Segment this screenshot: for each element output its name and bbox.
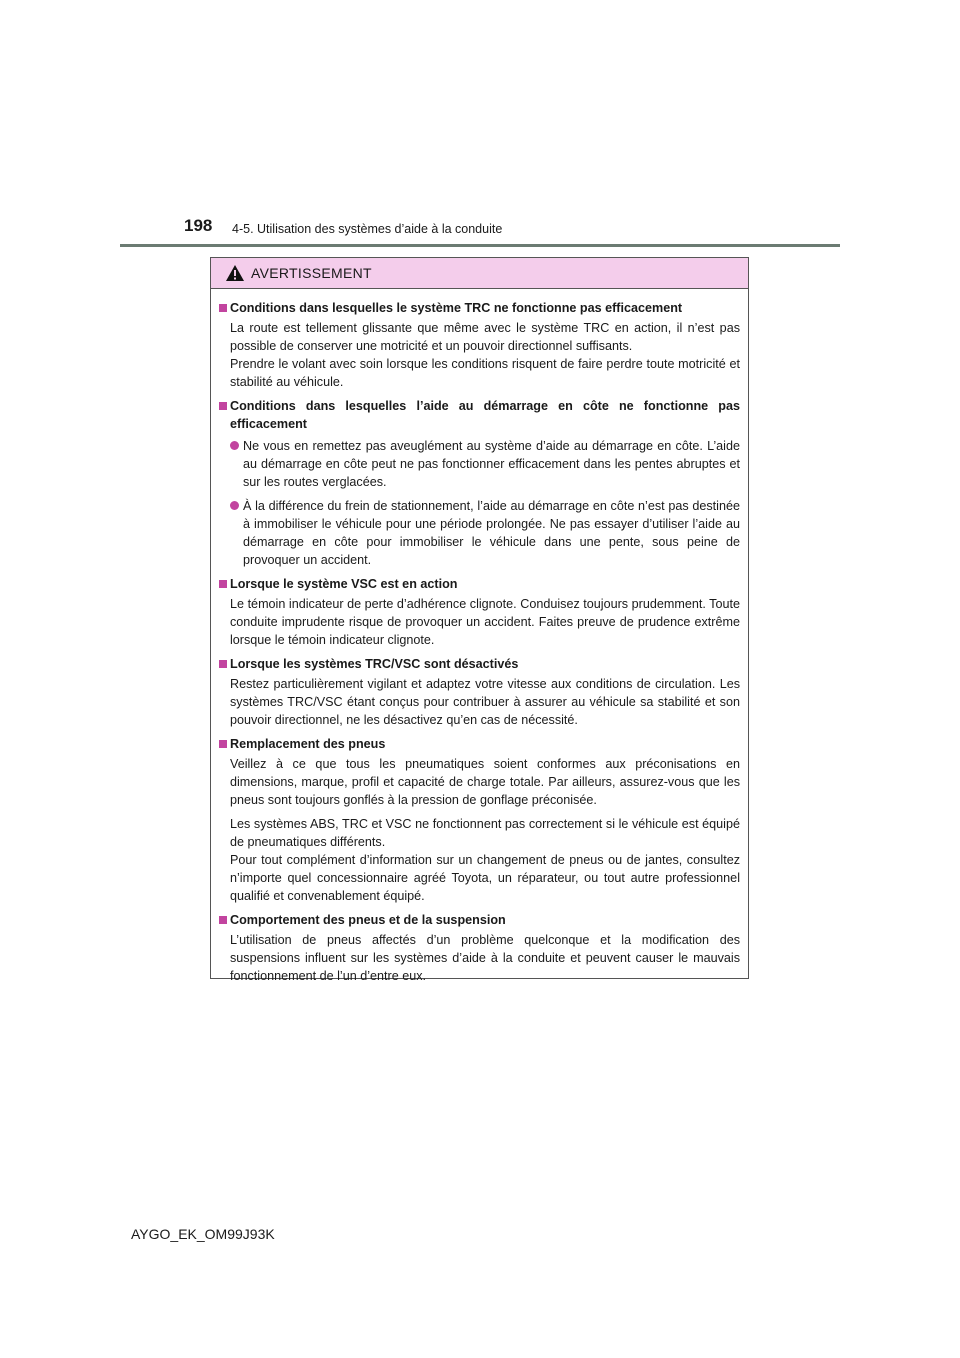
warning-item bbox=[219, 911, 740, 985]
square-bullet-icon bbox=[219, 304, 227, 312]
item-heading-text: Lorsque les systèmes TRC/VSC sont désactivés bbox=[230, 657, 519, 671]
square-bullet-icon bbox=[219, 660, 227, 668]
warning-triangle-icon bbox=[225, 264, 245, 282]
paragraph: Pour tout complément d’information sur un changement de pneus ou de jantes, consultez n’importe quel concessionnaire agréé Toyota, un réparateur, ou tout autre professionnel qualifié et convenablement équipé. bbox=[230, 853, 740, 903]
item-heading bbox=[219, 299, 740, 317]
section-title: 4-5. Utilisation des systèmes d’aide à la conduite bbox=[232, 222, 503, 236]
item-heading-text: Lorsque le système VSC est en action bbox=[230, 577, 458, 591]
sub-item-text: Ne vous en remettez pas aveuglément au système d’aide au démarrage en côte. L’aide au démarrage en côte peut ne pas fonctionner efficacement dans les pentes abruptes et sur les routes verglacées. bbox=[243, 439, 740, 489]
item-heading bbox=[219, 911, 740, 929]
page-number: 198 bbox=[184, 216, 213, 235]
warning-header bbox=[211, 258, 748, 289]
header-rule bbox=[120, 244, 840, 247]
paragraph: Restez particulièrement vigilant et adaptez votre vitesse aux conditions de circulation. Les systèmes TRC/VSC étant conçus pour contribuer à assurer au véhicule sa stabilité et son pouvoir directionnel, ne les désactivez qu’en cas de nécessité. bbox=[230, 677, 740, 727]
warning-item bbox=[219, 575, 740, 649]
warning-box bbox=[210, 257, 749, 983]
square-bullet-icon bbox=[219, 740, 227, 748]
item-heading-text: Comportement des pneus et de la suspension bbox=[230, 913, 506, 927]
round-bullet-icon bbox=[230, 501, 239, 510]
item-heading-text: Conditions dans lesquelles l’aide au démarrage en côte ne fonctionne pas efficacement bbox=[230, 399, 740, 431]
paragraph: La route est tellement glissante que même avec le système TRC en action, il n’est pas possible de conserver une motricité et un pouvoir directionnel suffisants. bbox=[230, 321, 740, 353]
paragraph: Le témoin indicateur de perte d’adhérence clignote. Conduisez toujours prudemment. Toute conduite imprudente risque de provoquer un accident. Faites preuve de prudence extrême lorsque le témoin indicateur clignote. bbox=[230, 597, 740, 647]
warning-title: AVERTISSEMENT bbox=[251, 265, 372, 281]
warning-item bbox=[219, 397, 740, 569]
warning-body bbox=[211, 289, 748, 985]
warning-item bbox=[219, 655, 740, 729]
document-code: AYGO_EK_OM99J93K bbox=[131, 1226, 275, 1242]
warning-item bbox=[219, 735, 740, 905]
item-heading bbox=[219, 575, 740, 593]
item-heading-text: Remplacement des pneus bbox=[230, 737, 386, 751]
square-bullet-icon bbox=[219, 402, 227, 410]
paragraph: Prendre le volant avec soin lorsque les conditions risquent de faire perdre toute motricité et stabilité au véhicule. bbox=[230, 357, 740, 389]
warning-item bbox=[219, 299, 740, 391]
paragraph: Veillez à ce que tous les pneumatiques soient conformes aux préconisations en dimensions, marque, profil et capacité de charge totale. Par ailleurs, assurez-vous que les pneus sont toujours gonflés à la pression de gonflage préconisée. bbox=[230, 757, 740, 807]
sub-item bbox=[219, 437, 740, 491]
sub-item bbox=[219, 497, 740, 569]
round-bullet-icon bbox=[230, 441, 239, 450]
square-bullet-icon bbox=[219, 916, 227, 924]
item-heading bbox=[219, 735, 740, 753]
square-bullet-icon bbox=[219, 580, 227, 588]
paragraph: L’utilisation de pneus affectés d’un problème quelconque et la modification des suspensions influent sur les systèmes d’aide à la conduite et peuvent causer le mauvais fonctionnement de l’un d’entre eux. bbox=[230, 933, 740, 983]
item-heading bbox=[219, 397, 740, 433]
item-heading-text: Conditions dans lesquelles le système TRC ne fonctionne pas efficacement bbox=[230, 301, 683, 315]
sub-item-text: À la différence du frein de stationnement, l’aide au démarrage en côte n’est pas destinée à immobiliser le véhicule pour une période prolongée. Ne pas essayer d’utiliser l’aide au démarrage en côte pour immobiliser le véhicule dans une pente, sous peine de provoquer un accident. bbox=[243, 499, 740, 567]
item-heading bbox=[219, 655, 740, 673]
paragraph: Les systèmes ABS, TRC et VSC ne fonctionnent pas correctement si le véhicule est équipé de pneumatiques différents. bbox=[230, 817, 740, 849]
